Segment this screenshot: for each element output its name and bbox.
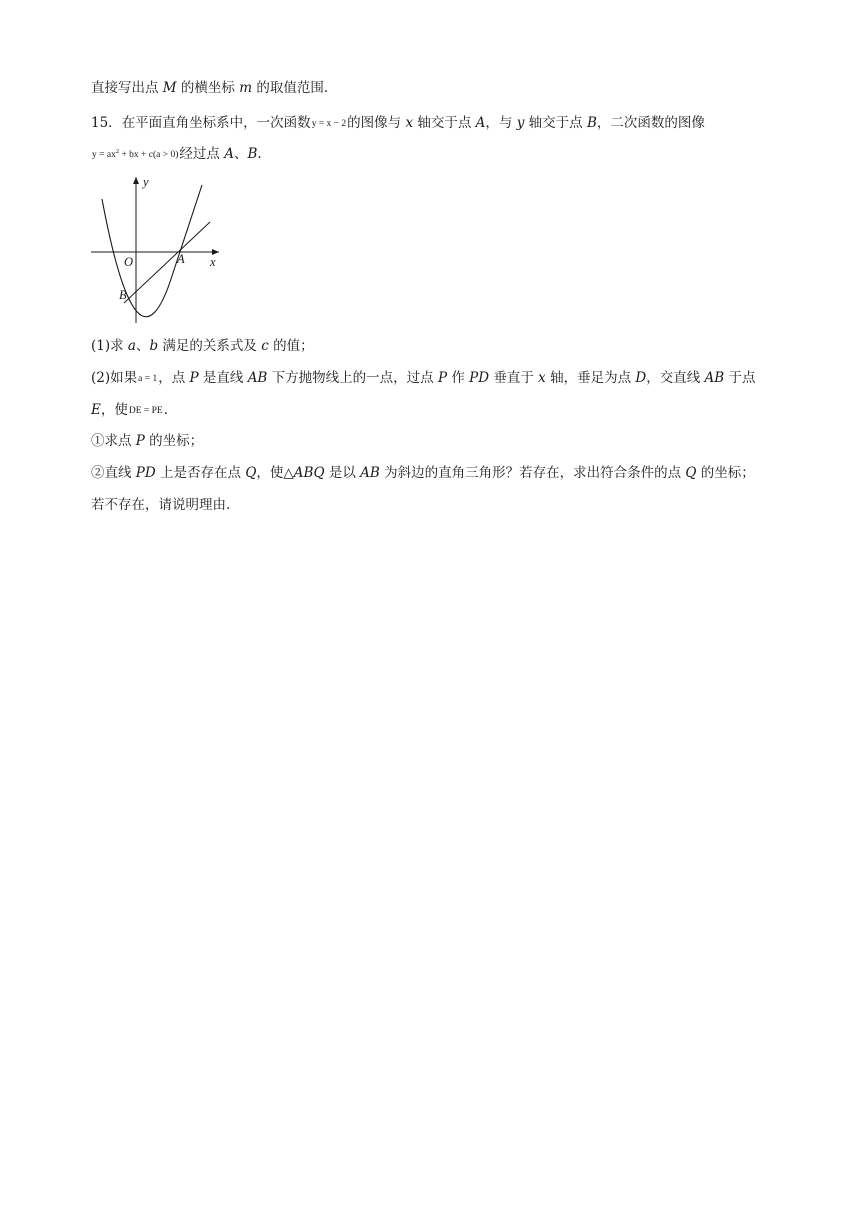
text: 轴交于点 <box>413 115 476 131</box>
var-c: c <box>261 338 269 354</box>
x-axis-label: x <box>210 255 216 269</box>
text: 满足的关系式及 <box>158 338 262 354</box>
origin-label: O <box>124 255 134 269</box>
intro-line <box>91 78 328 98</box>
parabola <box>102 185 202 317</box>
text: 于点 <box>724 370 756 386</box>
y-axis-label: y <box>143 175 149 189</box>
text: y = ax <box>92 150 116 160</box>
var-a: a <box>127 338 136 354</box>
text: 在平面直角坐标系中，一次函数 <box>121 115 311 131</box>
var-E: E <box>91 402 101 418</box>
var-PD: PD <box>469 370 490 386</box>
text: 若不存在，请说明理由. <box>91 497 231 513</box>
text: ，点 <box>158 370 190 386</box>
var-D: D <box>635 370 647 386</box>
var-M: M <box>162 80 177 96</box>
var-P: P <box>135 433 145 449</box>
var-m: m <box>239 80 253 96</box>
text: 轴交于点 <box>524 115 587 131</box>
text: 上是否存在点 <box>155 465 246 481</box>
text: 的横坐标 <box>176 80 240 96</box>
var-B: B <box>247 146 258 162</box>
equation-a-equals-1: a = 1 <box>138 374 158 384</box>
text: 直接写出点 <box>91 80 163 96</box>
text: ，与 <box>485 115 517 131</box>
text: 是直线 <box>198 370 248 386</box>
part-1-line <box>91 336 314 356</box>
var-P: P <box>437 370 448 386</box>
text: 的值； <box>268 338 314 354</box>
text: ，使△ <box>256 465 294 481</box>
superscript: 2 <box>115 148 120 155</box>
var-P: P <box>189 370 199 386</box>
text: (2)如果 <box>91 370 138 386</box>
text: . <box>257 146 262 162</box>
text: (1)求 <box>91 338 128 354</box>
equation-de-equals-pe: DE = PE <box>128 406 163 416</box>
point-b-label: B <box>119 288 127 302</box>
text: 的取值范围. <box>252 80 329 96</box>
text: 、 <box>233 146 248 162</box>
var-A: A <box>475 115 486 131</box>
graph-svg <box>88 173 223 325</box>
text: 作 <box>447 370 470 386</box>
text: ②直线 <box>91 465 136 481</box>
var-Q: Q <box>685 465 697 481</box>
text: ，二次函数的图像 <box>596 115 705 131</box>
var-ABQ: ABQ <box>293 465 325 481</box>
text: 是以 <box>324 465 361 481</box>
point-a-label: A <box>177 252 185 266</box>
part-2-line-1 <box>91 368 755 389</box>
text: ，使 <box>100 402 128 418</box>
text: . <box>163 402 169 418</box>
var-AB: AB <box>247 370 268 386</box>
text: 、 <box>135 338 150 354</box>
sub-question-1 <box>91 431 203 451</box>
equation-linear: y = x − 2 <box>311 119 347 129</box>
equation-quadratic <box>91 150 179 160</box>
text: 为斜边的直角三角形？若存在，求出符合条件的点 <box>379 465 686 481</box>
text: 下方抛物线上的一点，过点 <box>267 370 438 386</box>
sub-question-2-cont <box>91 495 230 515</box>
var-PD: PD <box>135 465 156 481</box>
text: 的坐标； <box>144 433 204 449</box>
var-AB: AB <box>360 465 380 481</box>
part-2-line-2 <box>91 400 168 421</box>
sub-question-2 <box>91 463 755 483</box>
var-y: y <box>516 115 525 131</box>
text: 轴，垂足为点 <box>545 370 636 386</box>
question-number: 15． <box>91 115 122 131</box>
var-b: b <box>149 338 159 354</box>
text: 垂直于 <box>489 370 539 386</box>
var-x: x <box>538 370 546 386</box>
var-x: x <box>405 115 414 131</box>
text: ，交直线 <box>646 370 705 386</box>
var-A: A <box>224 146 234 162</box>
var-AB: AB <box>704 370 725 386</box>
question-15-line-2 <box>91 144 262 165</box>
var-Q: Q <box>245 465 257 481</box>
text: 经过点 <box>179 146 225 162</box>
text: 的坐标； <box>696 465 755 481</box>
text: + bx + c(a > 0) <box>119 150 179 160</box>
question-15-line-1 <box>91 113 705 134</box>
text: 的图像与 <box>347 115 406 131</box>
text: ①求点 <box>91 433 136 449</box>
coordinate-figure <box>88 173 223 325</box>
var-B: B <box>586 115 597 131</box>
